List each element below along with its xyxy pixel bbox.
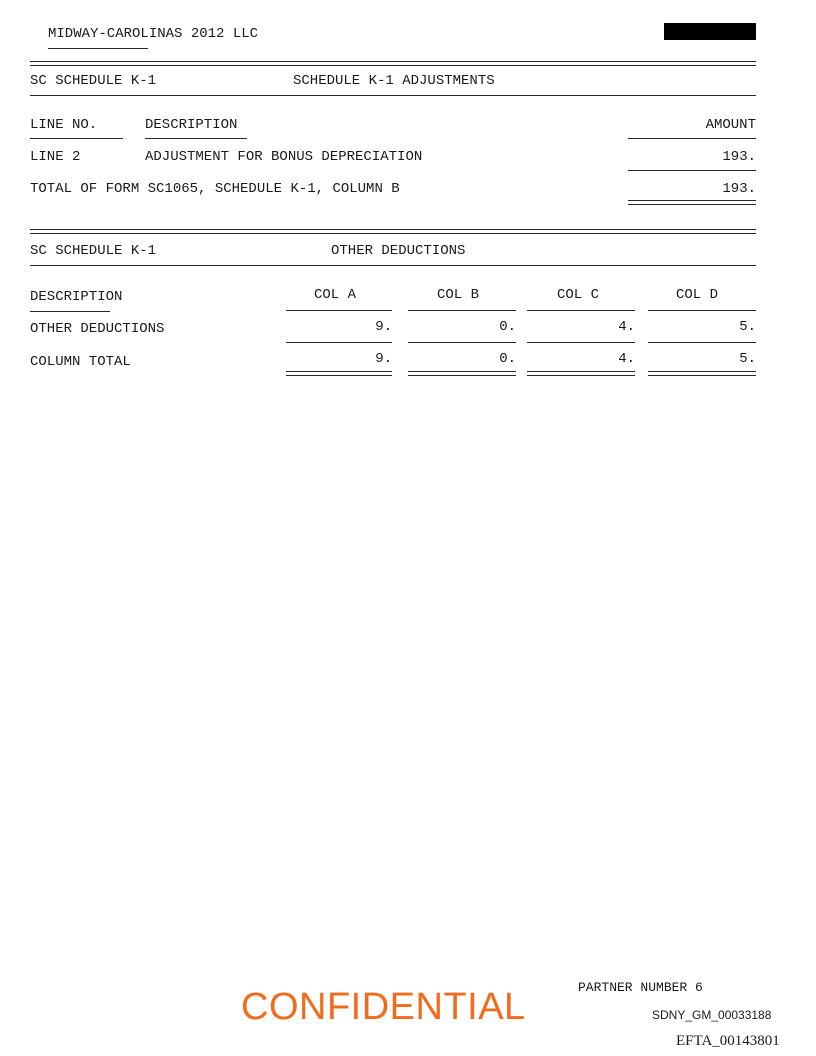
col-header-col-a: COL A bbox=[314, 287, 357, 303]
col-underline-col-d bbox=[648, 310, 756, 311]
column-total-label: COLUMN TOTAL bbox=[30, 354, 131, 370]
company-name: MIDWAY-CAROLINAS 2012 LLC bbox=[48, 26, 259, 42]
section2-schedule-label: SC SCHEDULE K-1 bbox=[30, 243, 157, 259]
row-amount: 193. bbox=[722, 149, 756, 165]
col-header-description-2: DESCRIPTION bbox=[30, 289, 123, 305]
column-total-col-b: 0. bbox=[499, 351, 516, 367]
column-total-col-d: 5. bbox=[739, 351, 756, 367]
row-rule-col-b bbox=[408, 342, 516, 343]
deduction-row-col-d: 5. bbox=[739, 319, 756, 335]
bates-number: SDNY_GM_00033188 bbox=[652, 1008, 772, 1022]
column-total-col-c: 4. bbox=[618, 351, 635, 367]
deduction-row-col-b: 0. bbox=[499, 319, 516, 335]
partner-number: PARTNER NUMBER 6 bbox=[578, 980, 703, 995]
row-amount-rule bbox=[628, 170, 756, 171]
total-label: TOTAL OF FORM SC1065, SCHEDULE K-1, COLUMN B bbox=[30, 181, 400, 197]
col-underline-description bbox=[145, 138, 247, 139]
col-header-line-no: LINE NO. bbox=[30, 117, 98, 133]
col-underline-col-c bbox=[527, 310, 635, 311]
col-header-col-c: COL C bbox=[557, 287, 600, 303]
total-double-rule bbox=[628, 200, 756, 205]
col-underline-description-2 bbox=[30, 311, 110, 312]
deduction-row-description: OTHER DEDUCTIONS bbox=[30, 321, 165, 337]
col-underline-amount bbox=[628, 138, 756, 139]
total-double-rule-col-c bbox=[527, 371, 635, 376]
section1-top-rule bbox=[30, 61, 756, 66]
col-underline-col-b bbox=[408, 310, 516, 311]
col-header-description: DESCRIPTION bbox=[145, 117, 238, 133]
row-rule-col-a bbox=[286, 342, 392, 343]
row-line-number: LINE 2 bbox=[30, 149, 81, 165]
section2-title: OTHER DEDUCTIONS bbox=[331, 243, 466, 259]
section1-header-rule bbox=[30, 95, 756, 96]
column-total-col-a: 9. bbox=[375, 351, 392, 367]
company-underline bbox=[48, 48, 148, 49]
col-header-col-b: COL B bbox=[437, 287, 480, 303]
col-underline-line-no bbox=[30, 138, 123, 139]
total-double-rule-col-b bbox=[408, 371, 516, 376]
row-rule-col-c bbox=[527, 342, 635, 343]
row-rule-col-d bbox=[648, 342, 756, 343]
deduction-row-col-c: 4. bbox=[618, 319, 635, 335]
section1-title: SCHEDULE K-1 ADJUSTMENTS bbox=[293, 73, 495, 89]
redaction-block bbox=[664, 23, 756, 40]
total-amount: 193. bbox=[722, 181, 756, 197]
total-double-rule-col-a bbox=[286, 371, 392, 376]
efta-number: EFTA_00143801 bbox=[676, 1033, 780, 1049]
row-description: ADJUSTMENT FOR BONUS DEPRECIATION bbox=[145, 149, 423, 165]
col-header-col-d: COL D bbox=[676, 287, 719, 303]
col-underline-col-a bbox=[286, 310, 392, 311]
section1-schedule-label: SC SCHEDULE K-1 bbox=[30, 73, 157, 89]
deduction-row-col-a: 9. bbox=[375, 319, 392, 335]
col-header-amount: AMOUNT bbox=[705, 117, 756, 133]
section2-top-rule bbox=[30, 229, 756, 234]
total-double-rule-col-d bbox=[648, 371, 756, 376]
confidential-watermark: CONFIDENTIAL bbox=[241, 986, 526, 1028]
section2-header-rule bbox=[30, 265, 756, 266]
